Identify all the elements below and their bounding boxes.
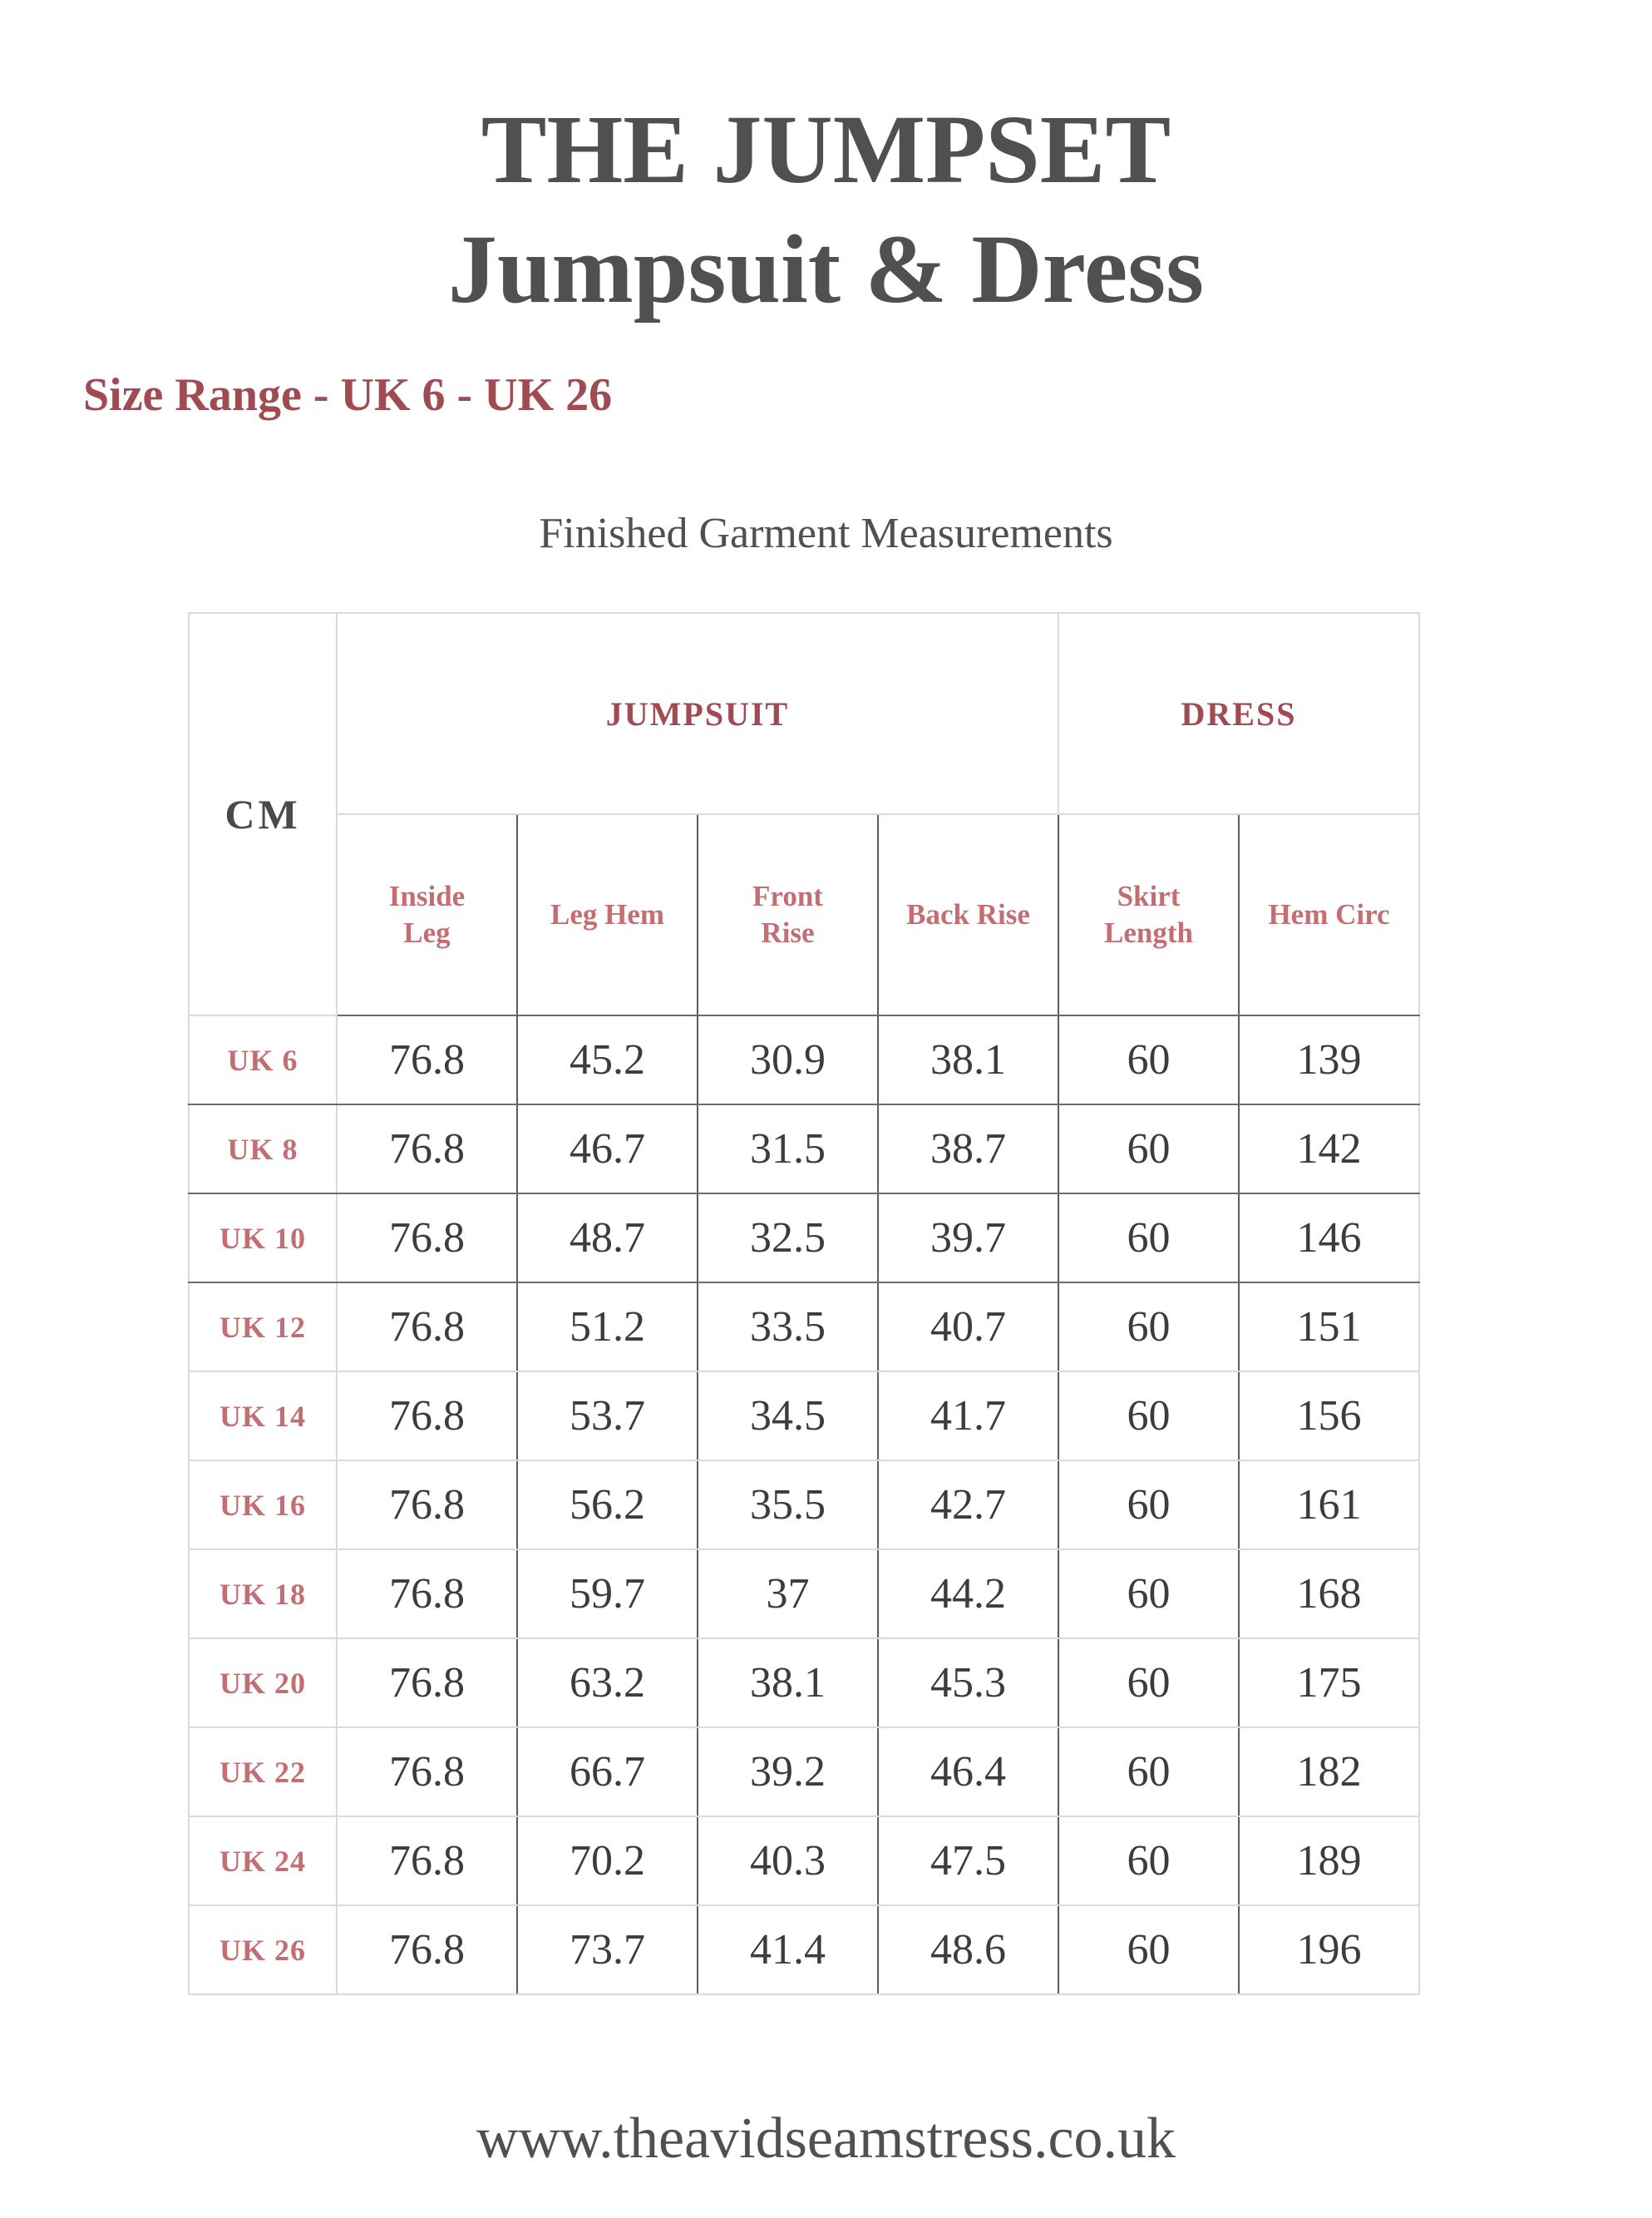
table-row (189, 1015, 1419, 1104)
size-label: UK 12 (189, 1282, 337, 1371)
measurement-cell: 156 (1239, 1371, 1419, 1460)
group-header-jumpsuit: JUMPSUIT (337, 613, 1058, 814)
measurements-table (188, 612, 1420, 1995)
size-label: UK 10 (189, 1193, 337, 1282)
table-row (189, 1727, 1419, 1816)
measurement-cell: 60 (1058, 1905, 1239, 1994)
measurement-cell: 32.5 (698, 1193, 878, 1282)
measurement-cell: 76.8 (337, 1104, 517, 1193)
size-label: UK 18 (189, 1549, 337, 1638)
measurement-cell: 46.4 (878, 1727, 1058, 1816)
unit-header: CM (189, 613, 337, 1015)
table-row (189, 1549, 1419, 1638)
measurement-cell: 60 (1058, 1727, 1239, 1816)
measurement-cell: 146 (1239, 1193, 1419, 1282)
measurement-cell: 44.2 (878, 1549, 1058, 1638)
table-row (189, 1371, 1419, 1460)
column-header-inside-leg: Inside Leg (337, 814, 517, 1015)
document-title: THE JUMPSET (481, 95, 1171, 204)
measurement-cell: 47.5 (878, 1816, 1058, 1905)
column-header-skirt-length: Skirt Length (1058, 814, 1239, 1015)
measurement-cell: 51.2 (517, 1282, 698, 1371)
measurement-cell: 139 (1239, 1015, 1419, 1104)
measurement-cell: 59.7 (517, 1549, 698, 1638)
measurement-cell: 60 (1058, 1549, 1239, 1638)
column-header-front-rise: Front Rise (698, 814, 878, 1015)
measurement-cell: 182 (1239, 1727, 1419, 1816)
measurement-cell: 76.8 (337, 1905, 517, 1994)
measurement-cell: 30.9 (698, 1015, 878, 1104)
table-row (189, 1282, 1419, 1371)
measurement-cell: 142 (1239, 1104, 1419, 1193)
measurement-cell: 31.5 (698, 1104, 878, 1193)
measurement-cell: 34.5 (698, 1371, 878, 1460)
size-label: UK 8 (189, 1104, 337, 1193)
measurement-cell: 161 (1239, 1460, 1419, 1549)
measurement-cell: 76.8 (337, 1638, 517, 1727)
size-label: UK 6 (189, 1015, 337, 1104)
measurement-cell: 45.2 (517, 1015, 698, 1104)
measurement-cell: 42.7 (878, 1460, 1058, 1549)
measurement-cell: 60 (1058, 1460, 1239, 1549)
table-row (189, 1816, 1419, 1905)
table-row (189, 1638, 1419, 1727)
size-range-label: Size Range - UK 6 - UK 26 (83, 369, 613, 421)
measurement-cell: 45.3 (878, 1638, 1058, 1727)
measurement-cell: 37 (698, 1549, 878, 1638)
measurement-cell: 76.8 (337, 1193, 517, 1282)
size-label: UK 20 (189, 1638, 337, 1727)
measurement-cell: 38.1 (878, 1015, 1058, 1104)
document-subtitle: Jumpsuit & Dress (447, 215, 1205, 324)
measurement-cell: 60 (1058, 1104, 1239, 1193)
table-row (189, 1905, 1419, 1994)
group-header-dress: DRESS (1058, 613, 1419, 814)
measurement-cell: 60 (1058, 1282, 1239, 1371)
column-header-leg-hem: Leg Hem (517, 814, 698, 1015)
measurement-cell: 76.8 (337, 1371, 517, 1460)
table-caption: Finished Garment Measurements (539, 510, 1113, 557)
measurement-cell: 41.4 (698, 1905, 878, 1994)
measurement-cell: 39.7 (878, 1193, 1058, 1282)
measurement-cell: 196 (1239, 1905, 1419, 1994)
measurement-cell: 76.8 (337, 1816, 517, 1905)
measurement-cell: 175 (1239, 1638, 1419, 1727)
measurement-cell: 76.8 (337, 1549, 517, 1638)
measurement-cell: 189 (1239, 1816, 1419, 1905)
measurement-cell: 56.2 (517, 1460, 698, 1549)
measurement-cell: 66.7 (517, 1727, 698, 1816)
measurement-cell: 76.8 (337, 1015, 517, 1104)
column-header-hem-circ: Hem Circ (1239, 814, 1419, 1015)
website-url: www.theavidseamstress.co.uk (476, 2107, 1176, 2171)
measurement-cell: 41.7 (878, 1371, 1058, 1460)
table-body (189, 1015, 1419, 1994)
measurement-cell: 76.8 (337, 1460, 517, 1549)
measurement-cell: 73.7 (517, 1905, 698, 1994)
measurement-cell: 46.7 (517, 1104, 698, 1193)
measurement-cell: 60 (1058, 1371, 1239, 1460)
measurement-cell: 168 (1239, 1549, 1419, 1638)
measurement-cell: 33.5 (698, 1282, 878, 1371)
measurement-cell: 60 (1058, 1015, 1239, 1104)
measurement-cell: 38.1 (698, 1638, 878, 1727)
measurement-cell: 60 (1058, 1816, 1239, 1905)
measurement-cell: 60 (1058, 1193, 1239, 1282)
measurement-cell: 40.3 (698, 1816, 878, 1905)
measurement-cell: 53.7 (517, 1371, 698, 1460)
measurement-cell: 48.6 (878, 1905, 1058, 1994)
measurement-cell: 76.8 (337, 1282, 517, 1371)
column-header-back-rise: Back Rise (878, 814, 1058, 1015)
measurement-cell: 63.2 (517, 1638, 698, 1727)
measurement-cell: 76.8 (337, 1727, 517, 1816)
size-label: UK 14 (189, 1371, 337, 1460)
measurement-cell: 39.2 (698, 1727, 878, 1816)
measurement-cell: 35.5 (698, 1460, 878, 1549)
table-row (189, 1104, 1419, 1193)
size-label: UK 22 (189, 1727, 337, 1816)
table-row (189, 1193, 1419, 1282)
measurement-cell: 151 (1239, 1282, 1419, 1371)
measurement-cell: 38.7 (878, 1104, 1058, 1193)
measurement-cell: 60 (1058, 1638, 1239, 1727)
size-label: UK 16 (189, 1460, 337, 1549)
measurement-cell: 48.7 (517, 1193, 698, 1282)
measurement-cell: 40.7 (878, 1282, 1058, 1371)
size-label: UK 24 (189, 1816, 337, 1905)
measurement-cell: 70.2 (517, 1816, 698, 1905)
size-label: UK 26 (189, 1905, 337, 1994)
table-row (189, 1460, 1419, 1549)
